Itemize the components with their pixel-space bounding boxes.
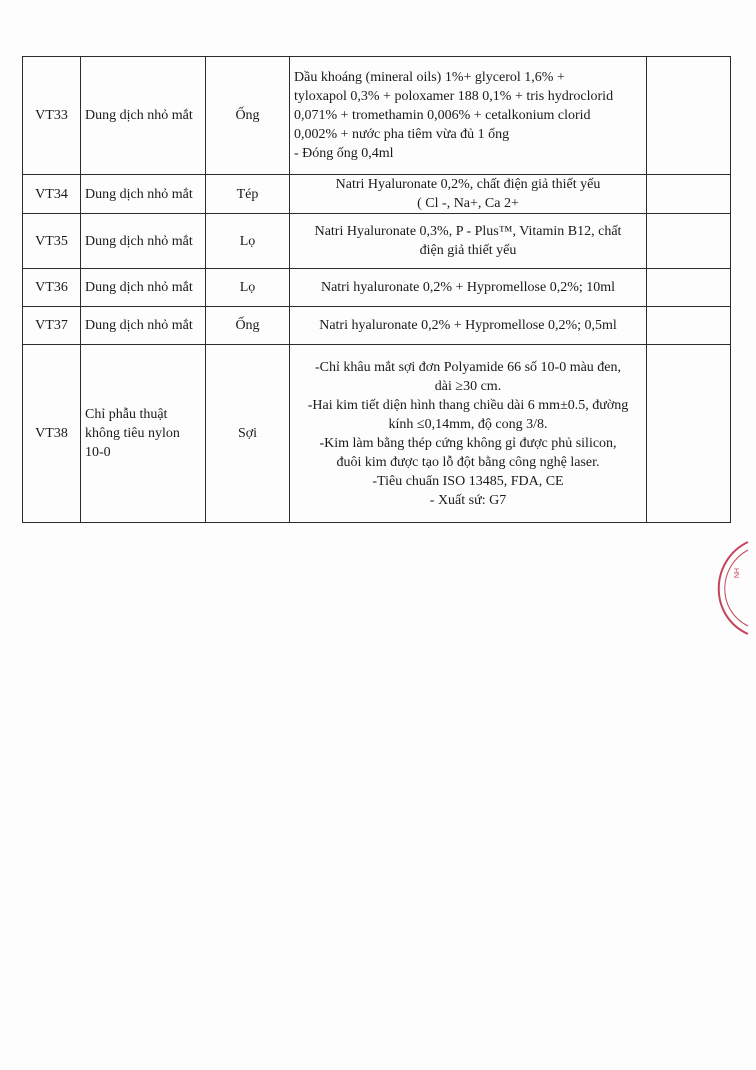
item-name-line: 10-0 (85, 445, 111, 460)
item-spec (290, 307, 647, 345)
spec-line: - Xuất sứ: G7 (429, 492, 507, 508)
item-extra-cell (647, 214, 731, 269)
table-row (23, 269, 731, 307)
table-row (23, 345, 731, 523)
item-unit: Lọ (206, 269, 290, 307)
item-spec (290, 57, 647, 175)
item-extra-cell (647, 57, 731, 175)
item-extra-cell (647, 345, 731, 523)
spec-line: -Chỉ khâu mắt sợi đơn Polyamide 66 số 10-0 màu đen, (314, 359, 622, 375)
spec-line: -Hai kim tiết diện hình thang chiều dài 6 mm±0.5, đường (307, 397, 629, 413)
spec-line: -Tiêu chuẩn ISO 13485, FDA, CE (372, 473, 564, 489)
item-extra-cell (647, 175, 731, 214)
item-name (81, 345, 206, 523)
stamp-text: HN (732, 568, 739, 579)
table-row (23, 57, 731, 175)
supply-spec-table (22, 56, 731, 523)
item-code: VT34 (23, 175, 81, 214)
item-unit: Lọ (206, 214, 290, 269)
item-spec (290, 345, 647, 523)
item-name-line: không tiêu nylon (85, 426, 180, 441)
item-unit: Ống (206, 57, 290, 175)
spec-line: kính ≤0,14mm, độ cong 3/8. (388, 416, 548, 432)
item-name: Dung dịch nhỏ mắt (81, 307, 206, 345)
spec-line: - Đóng ống 0,4ml (294, 146, 394, 161)
spec-line: 0,002% + nước pha tiêm vừa đủ 1 ống (294, 127, 510, 142)
spec-line: Dầu khoáng (mineral oils) 1%+ glycerol 1,6% + (294, 70, 565, 85)
item-name: Dung dịch nhỏ mắt (81, 175, 206, 214)
table-row (23, 214, 731, 269)
table-row (23, 175, 731, 214)
spec-line: đuôi kim được tạo lỗ đột bằng công nghệ laser. (336, 454, 600, 470)
spec-line: Natri hyaluronate 0,2% + Hypromellose 0,2%; 10ml (320, 280, 616, 295)
item-name: Dung dịch nhỏ mắt (81, 214, 206, 269)
item-code: VT38 (23, 345, 81, 523)
spec-line: 0,071% + tromethamin 0,006% + cetalkonium clorid (294, 108, 591, 123)
item-extra-cell (647, 269, 731, 307)
spec-line: Natri Hyaluronate 0,3%, P - Plus™, Vitamin B12, chất (314, 224, 622, 239)
partial-seal-stamp (690, 538, 750, 638)
item-extra-cell (647, 307, 731, 345)
item-spec (290, 214, 647, 269)
table-row (23, 307, 731, 345)
spec-line: Natri hyaluronate 0,2% + Hypromellose 0,2%; 0,5ml (319, 318, 617, 333)
item-spec (290, 269, 647, 307)
item-unit: Sợi (206, 345, 290, 523)
item-unit: Ống (206, 307, 290, 345)
item-name-line: Chỉ phẫu thuật (85, 407, 168, 422)
item-code: VT36 (23, 269, 81, 307)
spec-line: ( Cl -, Na+, Ca 2+ (417, 196, 519, 211)
item-name: Dung dịch nhỏ mắt (81, 269, 206, 307)
spec-line: -Kim làm bằng thép cứng không gỉ được phủ silicon, (319, 435, 617, 451)
spec-line: điện giả thiết yếu (419, 243, 517, 258)
spec-line: tyloxapol 0,3% + poloxamer 188 0,1% + tris hydroclorid (294, 89, 614, 104)
spec-line: Natri Hyaluronate 0,2%, chất điện giả thiết yếu (335, 177, 601, 192)
item-code: VT33 (23, 57, 81, 175)
item-unit: Tép (206, 175, 290, 214)
spec-line: dài ≥30 cm. (434, 378, 502, 394)
item-code: VT37 (23, 307, 81, 345)
item-name: Dung dịch nhỏ mắt (81, 57, 206, 175)
item-code: VT35 (23, 214, 81, 269)
item-spec (290, 175, 647, 214)
